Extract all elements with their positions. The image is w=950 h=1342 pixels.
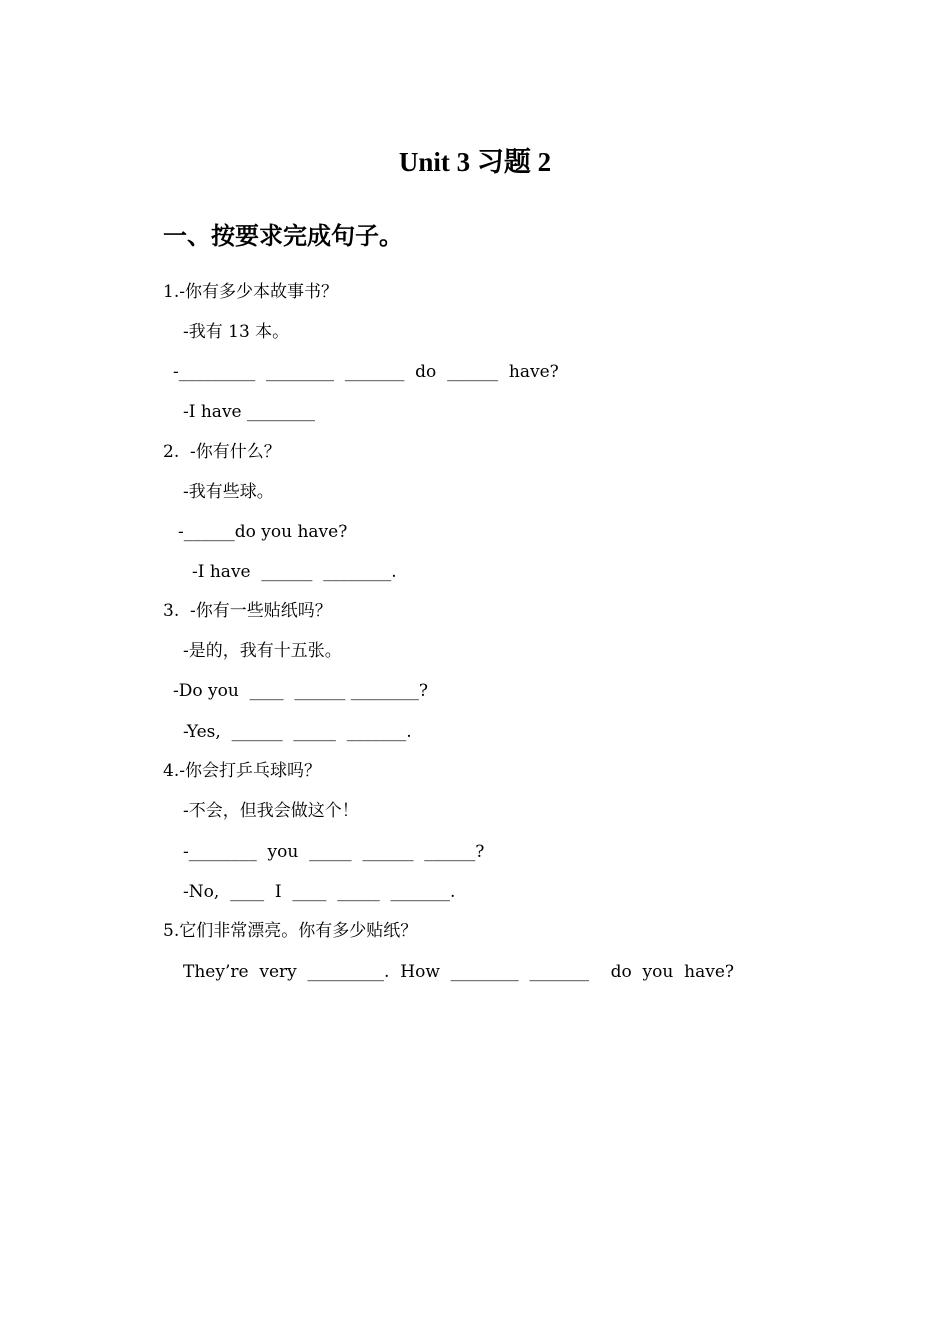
page-title: Unit 3 习题 2 (398, 147, 552, 177)
question-1-answer-chinese: -我有 13 本。 (183, 322, 290, 342)
question-3-prompt: 3. -你有一些贴纸吗？ (163, 601, 332, 621)
question-4-prompt: 4.-你会打乒乓球吗？ (163, 761, 321, 781)
question-3-answer-chinese: -是的，我有十五张。 (183, 641, 342, 661)
question-2-fill-in-answer: -I have ______ ________. (192, 562, 397, 582)
question-5-fill-in-sentence: They’re very _________. How ________ _______ do you have? (183, 962, 734, 982)
question-1-fill-in-answer: -I have ________ (183, 402, 316, 422)
section-heading: 一、按要求完成句子。 (163, 221, 403, 250)
question-2-prompt: 2. -你有什么？ (163, 442, 281, 462)
question-3-fill-in-answer: -Yes, ______ _____ _______. (183, 722, 412, 742)
question-1-prompt: 1.-你有多少本故事书？ (163, 282, 338, 302)
question-2-answer-chinese: -我有些球。 (183, 482, 274, 502)
question-4-answer-chinese: -不会，但我会做这个！ (183, 801, 359, 821)
question-4-fill-in-question: -________ you _____ ______ ______? (183, 842, 485, 862)
question-5-prompt: 5.它们非常漂亮。你有多少贴纸？ (163, 921, 418, 941)
question-1-fill-in-question: -_________ ________ _______ do ______ have? (173, 362, 559, 382)
question-2-fill-in-question: -______do you have? (178, 522, 348, 542)
question-3-fill-in-question: -Do you ____ ______ ________? (173, 681, 428, 701)
question-4-fill-in-answer: -No, ____ I ____ _____ _______. (183, 882, 456, 902)
